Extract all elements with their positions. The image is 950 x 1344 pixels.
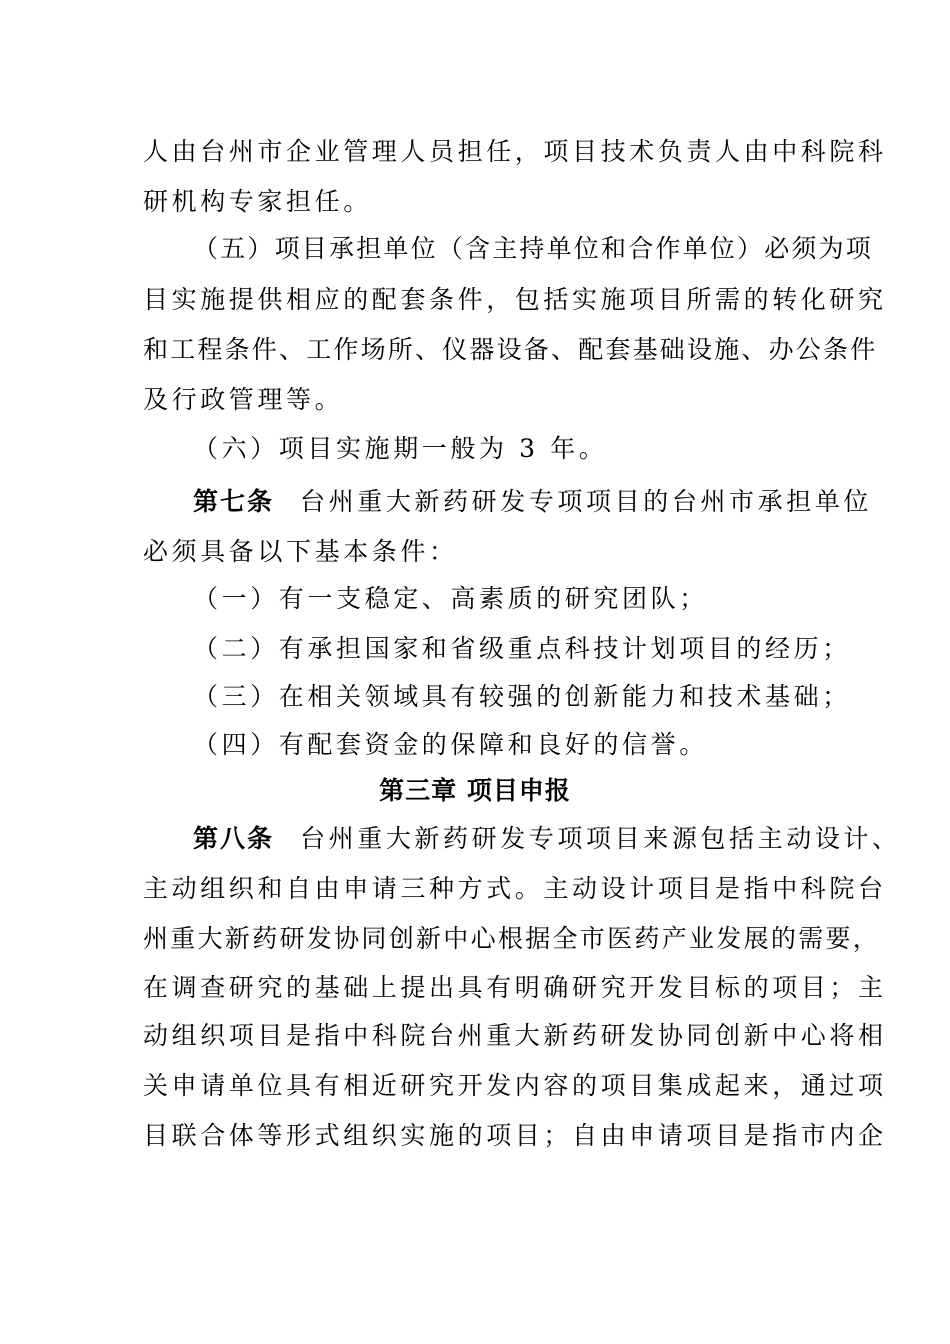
article-7-heading: 第七条 xyxy=(193,487,275,516)
article-8-text: 台州重大新药研发专项项目来源包括主动设计、 xyxy=(300,824,901,853)
paragraph-line: 目联合体等形式组织实施的项目；自由申请项目是指市内企 xyxy=(143,1121,887,1150)
article-7-text: 台州重大新药研发专项项目的台州市承担单位 xyxy=(300,487,873,516)
paragraph-line: （六）项目实施期一般为 3 年。 xyxy=(193,434,608,463)
chapter-heading: 第三章 项目申报 xyxy=(379,776,571,805)
article-8-heading: 第八条 xyxy=(193,824,275,853)
paragraph-line: 关申请单位具有相近研究开发内容的项目集成起来，通过项 xyxy=(143,1071,887,1100)
paragraph-line: 目实施提供相应的配套条件，包括实施项目所需的转化研究 xyxy=(143,285,887,314)
paragraph-line: 必须具备以下基本条件： xyxy=(143,537,458,566)
paragraph-line: 动组织项目是指中科院台州重大新药研发协同创新中心将相 xyxy=(143,1021,887,1050)
paragraph-line: 及行政管理等。 xyxy=(143,385,344,414)
article-8-line xyxy=(193,822,901,856)
paragraph-line: 州重大新药研发协同创新中心根据全市医药产业发展的需要， xyxy=(143,924,881,953)
paragraph-line: 和工程条件、工作场所、仪器设备、配套基础设施、办公条件 xyxy=(143,335,878,364)
article-7-line xyxy=(193,485,873,519)
list-item: （一）有一支稳定、高素质的研究团队； xyxy=(193,584,708,613)
paragraph-line: 主动组织和自由申请三种方式。主动设计项目是指中科院台 xyxy=(143,874,887,903)
paragraph-line: 在调查研究的基础上提出具有明确研究开发目标的项目；主 xyxy=(143,973,887,1002)
paragraph-line: 研机构专家担任。 xyxy=(143,187,372,216)
list-item: （二）有承担国家和省级重点科技计划项目的经历； xyxy=(193,634,851,663)
list-item: （三）在相关领域具有较强的创新能力和技术基础； xyxy=(193,682,851,711)
paragraph-line: 人由台州市企业管理人员担任，项目技术负责人由中科院科 xyxy=(143,137,887,166)
paragraph-line: （五）项目承担单位（含主持单位和合作单位）必须为项 xyxy=(193,234,874,263)
list-item: （四）有配套资金的保障和良好的信誉。 xyxy=(193,730,708,759)
